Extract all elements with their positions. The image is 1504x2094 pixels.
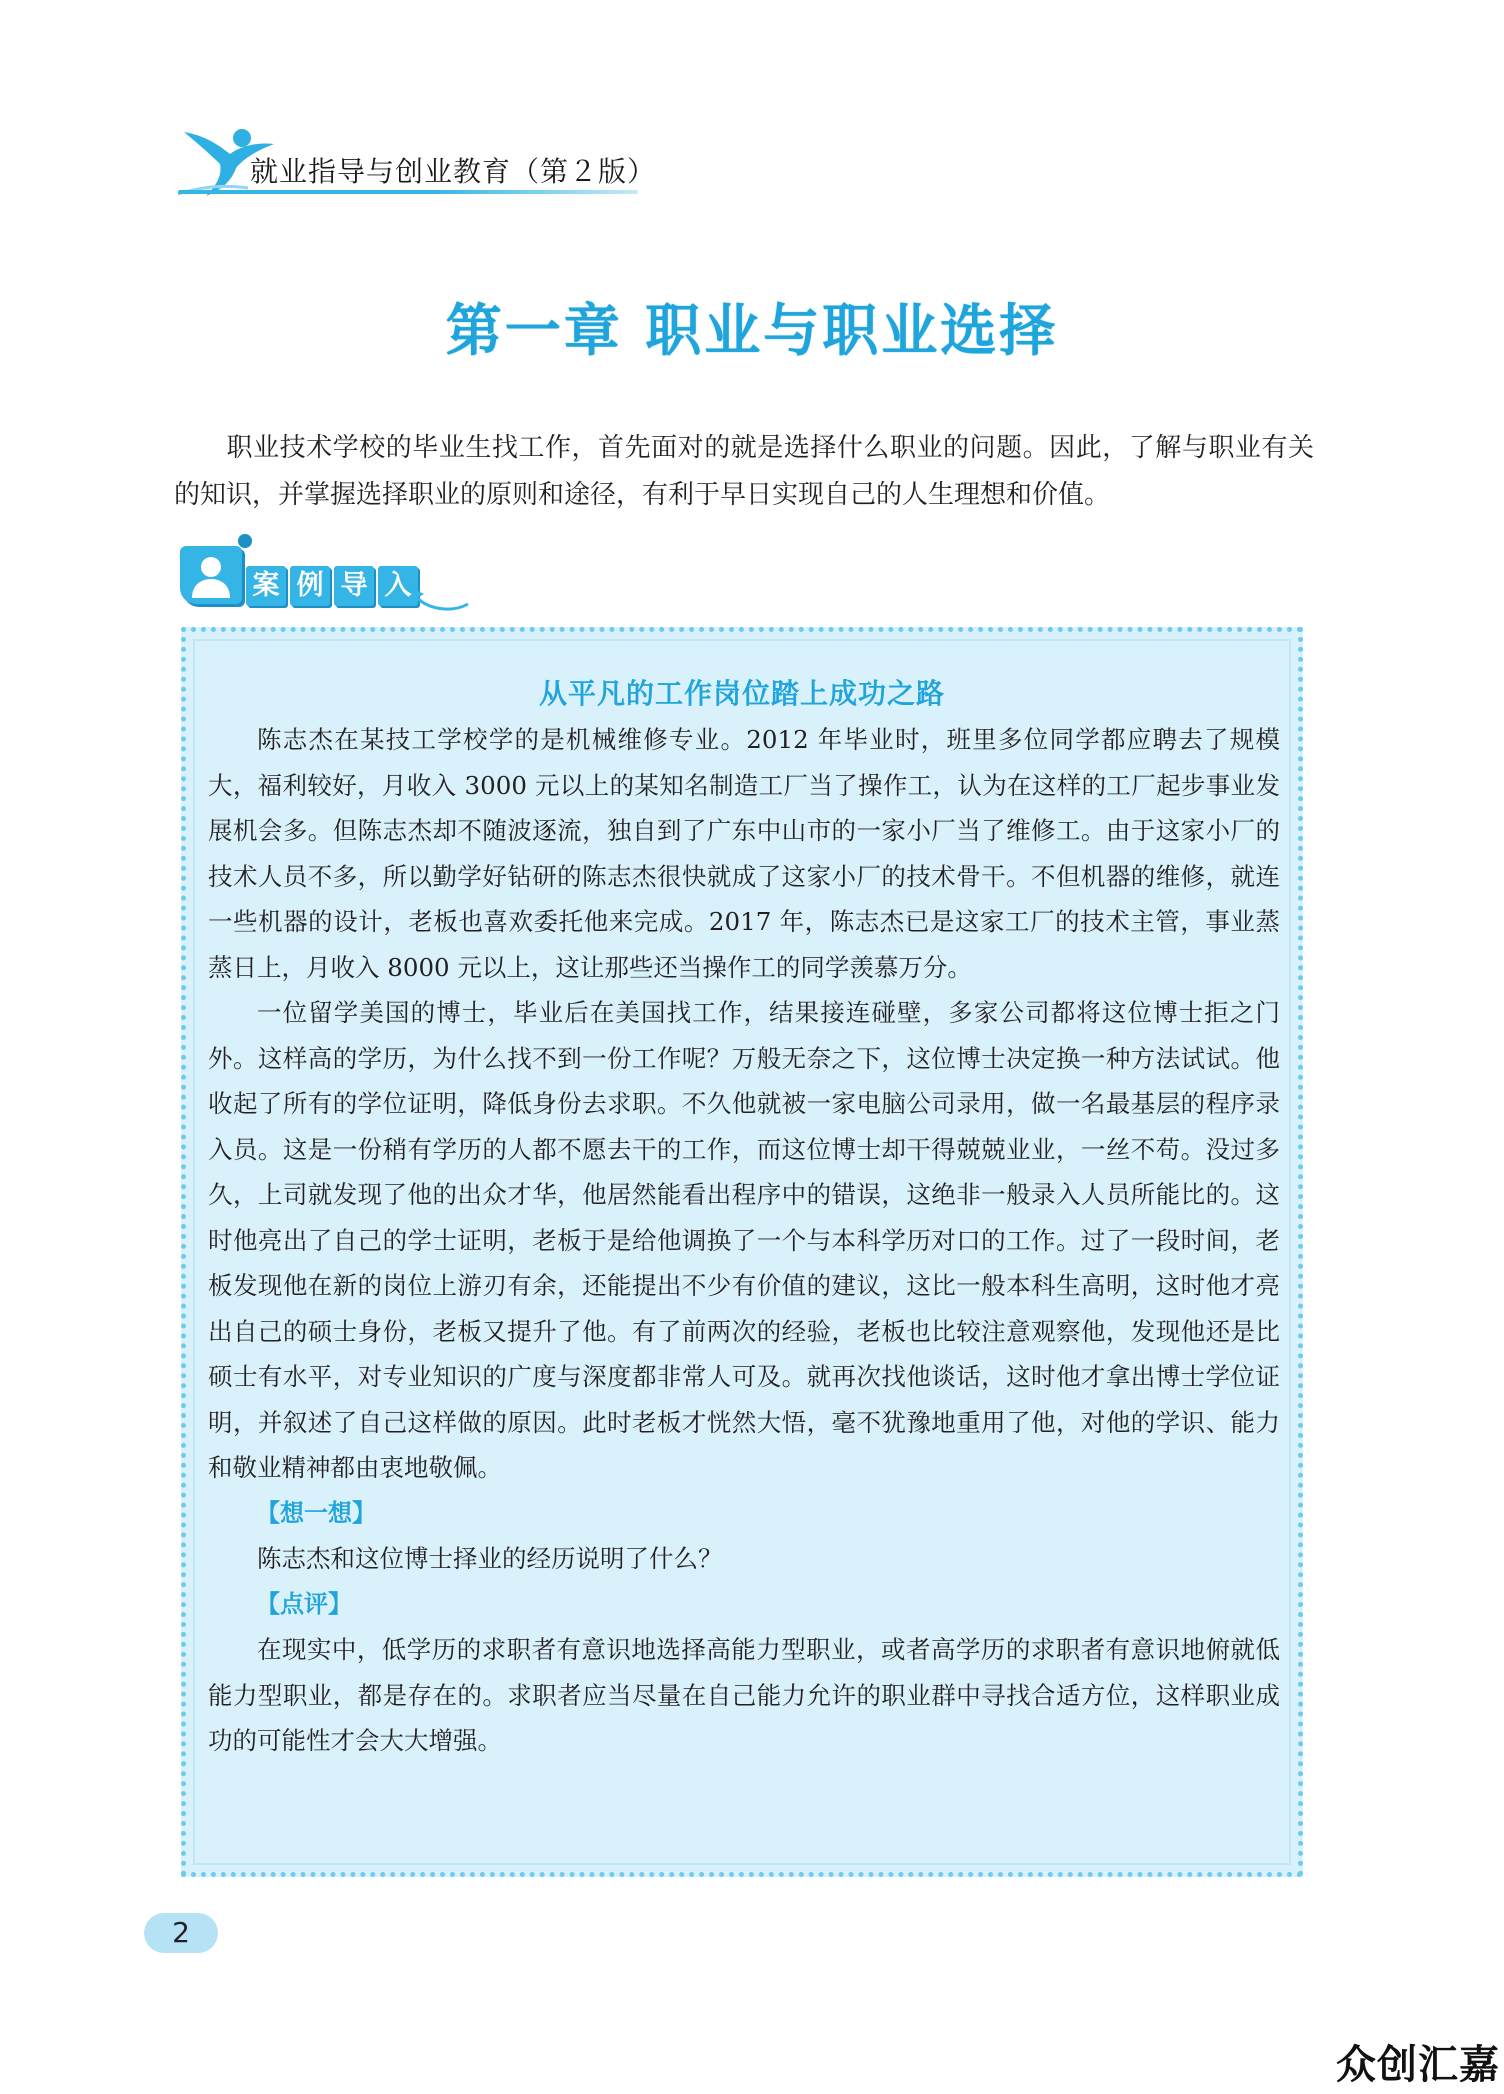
banner-char: 入 xyxy=(378,566,418,606)
chapter-intro-text: 职业技术学校的毕业生找工作，首先面对的就是选择什么职业的问题。因此，了解与职业有关的知识，并掌握选择职业的原则和途径，有利于早日实现自己的人生理想和价值。 xyxy=(174,433,1314,510)
page-number: 2 xyxy=(144,1913,218,1953)
pin-icon xyxy=(238,534,252,548)
case-title: 从平凡的工作岗位踏上成功之路 xyxy=(538,677,945,710)
comment-label: 【点评】 xyxy=(256,1589,352,1618)
case-paragraph: 一位留学美国的博士，毕业后在美国找工作，结果接连碰壁，多家公司都将这位博士拒之门外。这样高的学历，为什么找不到一份工作呢？万般无奈之下，这位博士决定换一种方法试试。他收起了所有的学位证明，降低身份去求职。不久他就被一家电脑公司录用，做一名最基层的程序录入员。这是一份稍有学历的人都不愿去干的工作，而这位博士却干得兢兢业业，一丝不苟。没过多久，上司就发现了他的出众才华，他居然能看出程序中的错误，这绝非一般录入人员所能比的。这时他亮出了自己的学士证明，老板于是给他调换了一个与本科学历对口的工作。过了一段时间，老板发现他在新的岗位上游刃有余，还能提出不少有价值的建议，这比一般本科生高明，这时他才亮出自己的硕士身份，老板又提升了他。有了前两次的经验，老板也比较注意观察他，发现他还是比硕士有水平，对专业知识的广度与深度都非常人可及。就再次找他谈话，这时他才拿出博士学位证明，并叙述了自己这样做的原因。此时老板才恍然大悟，毫不犹豫地重用了他，对他的学识、能力和敬业精神都由衷地敬佩。 xyxy=(208,998,1280,1482)
running-header xyxy=(168,124,657,206)
swoosh-arrow-icon xyxy=(410,574,474,614)
banner-char: 例 xyxy=(290,566,330,606)
header-rule xyxy=(178,190,638,194)
case-intro-banner xyxy=(174,530,474,620)
watermark: 众创汇嘉 xyxy=(1336,2042,1500,2088)
think-question: 陈志杰和这位博士择业的经历说明了什么？ xyxy=(257,1544,723,1573)
banner-char: 案 xyxy=(246,566,286,606)
chapter-title: 第一章 职业与职业选择 xyxy=(445,299,1059,364)
case-body xyxy=(208,717,1280,1764)
comment-text: 在现实中，低学历的求职者有意识地选择高能力型职业，或者高学历的求职者有意识地俯就低能力型职业，都是存在的。求职者应当尽量在自己能力允许的职业群中寻找合适方位，这样职业成功的可能性才会大大增强。 xyxy=(208,1635,1280,1755)
case-paragraph: 陈志杰在某技工学校学的是机械维修专业。2012 年毕业时，班里多位同学都应聘去了规模大，福利较好，月收入 3000 元以上的某知名制造工厂当了操作工，认为在这样的工厂起步事业发展机会多。但陈志杰却不随波逐流，独自到了广东中山市的一家小厂当了维修工。由于这家小厂的技术人员不多，所以勤学好钻研的陈志杰很快就成了这家小厂的技术骨干。不但机器的维修，就连一些机器的设计，老板也喜欢委托他来完成。2017 年，陈志杰已是这家工厂的技术主管，事业蒸蒸日上，月收入 8000 元以上，这让那些还当操作工的同学羡慕万分。 xyxy=(208,725,1280,982)
think-label: 【想一想】 xyxy=(256,1498,376,1527)
chapter-intro xyxy=(174,425,1314,519)
person-avatar-icon xyxy=(180,546,242,604)
case-banner-label xyxy=(246,566,418,606)
case-box xyxy=(181,627,1303,1877)
banner-char: 导 xyxy=(334,566,374,606)
book-title: 就业指导与创业教育（第２版） xyxy=(250,155,657,188)
